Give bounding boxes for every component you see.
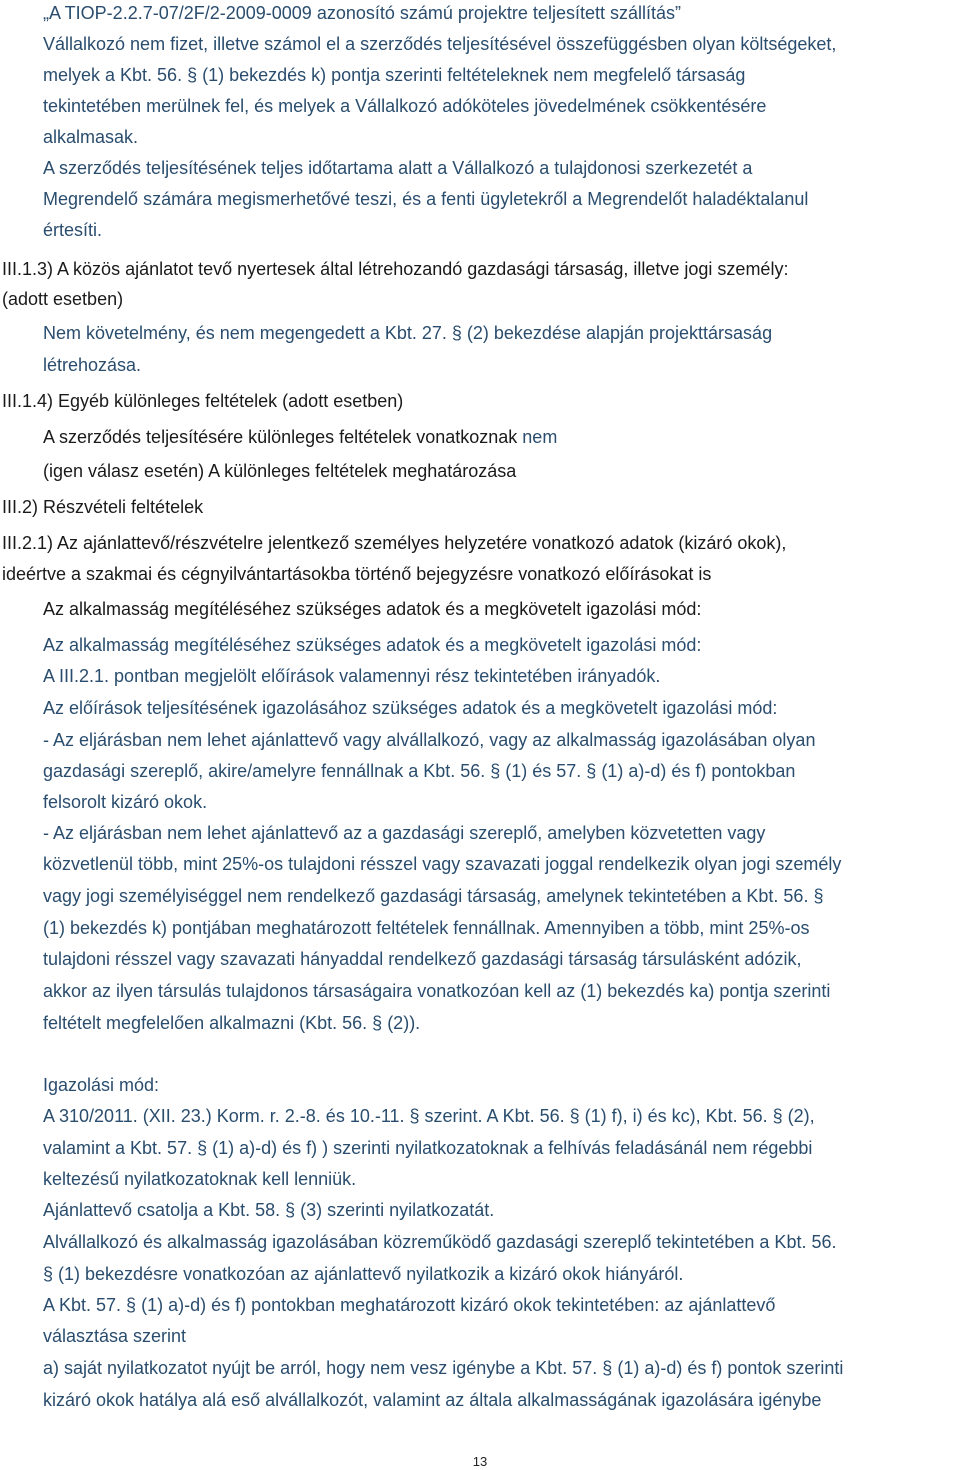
paragraph-line: értesíti. <box>43 220 103 240</box>
section-body-line: - Az eljárásban nem lehet ajánlattevő az a gazdasági szereplő, amelyben közvetetten vagy <box>43 823 766 843</box>
paragraph-line: A szerződés teljesítésének teljes időtartama alatt a Vállalkozó a tulajdonosi szerkezetét a <box>43 158 753 178</box>
special-conditions-sub: (igen válasz esetén) A különleges feltételek meghatározása <box>43 461 517 481</box>
proof-line: a) saját nyilatkozatot nyújt be arról, hogy nem vesz igénybe a Kbt. 57. § (1) a)-d) és f) pontok szerinti <box>43 1358 844 1378</box>
section-body-line: Az alkalmasság megítéléséhez szükséges adatok és a megkövetelt igazolási mód: <box>43 635 702 655</box>
paragraph-line: Megrendelő számára megismerhetővé teszi, és a fenti ügyletekről a Megrendelőt haladéktalanul <box>43 189 809 209</box>
section-body-line: akkor az ilyen társulás tulajdonos társaságaira vonatkozóan kell az (1) bekezdés ka) pontja szerinti <box>43 981 831 1001</box>
section-body-line: tulajdoni résszel vagy szavazati hányaddal rendelkező gazdasági társaság társulásként adózik, <box>43 949 802 969</box>
section-body-line: közvetlenül több, mint 25%-os tulajdoni résszel vagy szavazati joggal rendelkezik olyan jogi személy <box>43 854 842 874</box>
proof-line: keltezésű nyilatkozatoknak kell lenniük. <box>43 1169 357 1189</box>
paragraph-line: Vállalkozó nem fizet, illetve számol el a szerződés teljesítésével összefüggésben olyan költségeket, <box>43 34 837 54</box>
section-body-line: gazdasági szereplő, akire/amelyre fennállnak a Kbt. 56. § (1) és 57. § (1) a)-d) és f) pontokban <box>43 761 796 781</box>
paragraph-line: alkalmasak. <box>43 127 139 147</box>
section-body-line: Az előírások teljesítésének igazolásához szükséges adatok és a megkövetelt igazolási mód: <box>43 698 778 718</box>
proof-line: Ajánlattevő csatolja a Kbt. 58. § (3) szerinti nyilatkozatát. <box>43 1200 495 1220</box>
subheading: Az alkalmasság megítéléséhez szükséges adatok és a megkövetelt igazolási mód: <box>43 599 702 619</box>
section-body-line: felsorolt kizáró okok. <box>43 792 208 812</box>
special-conditions-line <box>43 426 557 448</box>
paragraph-line: melyek a Kbt. 56. § (1) bekezdés k) pontja szerinti feltételeknek nem megfelelő társaság <box>43 65 746 85</box>
section-heading: ideértve a szakmai és cégnyilvántartásokba történő bejegyzésre vonatkozó előírásokat is <box>2 564 712 584</box>
proof-line: valamint a Kbt. 57. § (1) a)-d) és f) ) szerinti nyilatkozatoknak a felhívás feladásánál nem régebbi <box>43 1138 813 1158</box>
special-conditions-label: A szerződés teljesítésére különleges feltételek vonatkoznak <box>43 427 518 447</box>
section-heading: III.2) Részvételi feltételek <box>2 497 204 517</box>
proof-line: § (1) bekezdésre vonatkozóan az ajánlattevő nyilatkozik a kizáró okok hiányáról. <box>43 1264 684 1284</box>
section-body-line: vagy jogi személyiséggel nem rendelkező gazdasági társaság, amelynek tekintetében a Kbt. 56. § <box>43 886 824 906</box>
section-body-line: létrehozása. <box>43 355 142 375</box>
section-heading: III.1.3) A közös ajánlatot tevő nyertesek által létrehozandó gazdasági társaság, illetve jogi személy: <box>2 259 789 279</box>
section-heading: III.1.4) Egyéb különleges feltételek (adott esetben) <box>2 391 404 411</box>
section-body-line: Nem követelmény, és nem megengedett a Kbt. 27. § (2) bekezdése alapján projekttársaság <box>43 323 773 343</box>
section-body-line: A III.2.1. pontban megjelölt előírások valamennyi rész tekintetében irányadók. <box>43 666 661 686</box>
special-conditions-value: nem <box>522 427 558 447</box>
proof-line: A Kbt. 57. § (1) a)-d) és f) pontokban meghatározott kizáró okok tekintetében: az ajánlattevő <box>43 1295 776 1315</box>
proof-line: A 310/2011. (XII. 23.) Korm. r. 2.-8. és 10.-11. § szerint. A Kbt. 56. § (1) f), i) és kc), Kbt. 56. § (2), <box>43 1106 815 1126</box>
proof-line: kizáró okok hatálya alá eső alvállalkozót, valamint az általa alkalmasságának igazolására igénybe <box>43 1390 822 1410</box>
proof-line: Alvállalkozó és alkalmasság igazolásában közreműködő gazdasági szereplő tekintetében a Kbt. 56. <box>43 1232 837 1252</box>
section-body-line: feltételt megfelelően alkalmazni (Kbt. 56. § (2)). <box>43 1013 421 1033</box>
section-heading: III.2.1) Az ajánlattevő/részvételre jelentkező személyes helyzetére vonatkozó adatok (kizáró okok), <box>2 533 787 553</box>
section-body-line: - Az eljárásban nem lehet ajánlattevő vagy alvállalkozó, vagy az alkalmasság igazolásában olyan <box>43 730 816 750</box>
project-line: „A TIOP-2.2.7-07/2F/2-2009-0009 azonosító számú projektre teljesített szállítás” <box>43 3 681 23</box>
proof-heading: Igazolási mód: <box>43 1075 160 1095</box>
proof-line: választása szerint <box>43 1326 187 1346</box>
paragraph-line: tekintetében merülnek fel, és melyek a Vállalkozó adóköteles jövedelmének csökkentésére <box>43 96 767 116</box>
section-heading: (adott esetben) <box>2 289 124 309</box>
section-body-line: (1) bekezdés k) pontjában meghatározott feltételek fennállnak. Amennyiben a több, mint 25%-os <box>43 918 810 938</box>
page-number: 13 <box>472 1454 488 1469</box>
